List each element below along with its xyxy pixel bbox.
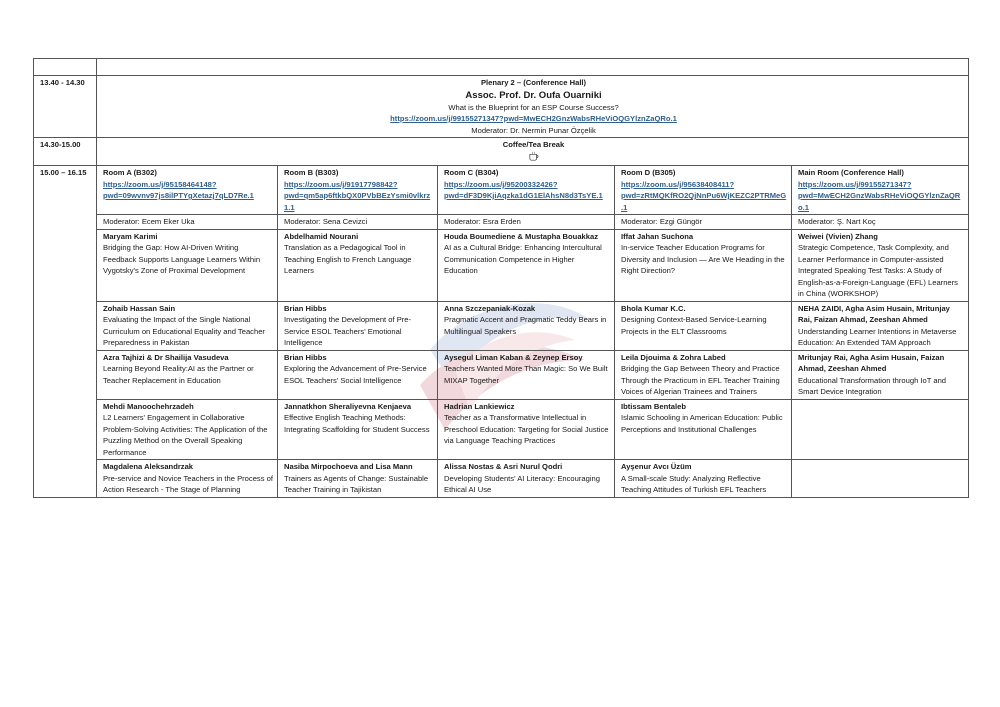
talk-cell — [278, 460, 438, 498]
room-c-zoom-link[interactable]: https://zoom.us/j/95200332426?pwd=dF3D9KjiAqzka1dG1ElAhsN8d3TsYE.1 — [444, 179, 603, 200]
talk-cell — [278, 229, 438, 301]
talk-author: Leila Djouima & Zohra Labed — [621, 352, 726, 362]
plenary-speaker: Assoc. Prof. Dr. Oufa Ouarniki — [465, 89, 602, 101]
room-a-header — [97, 166, 278, 215]
talk-author: Brian Hibbs — [284, 352, 327, 362]
talk-author: Magdalena Aleksandrzak — [103, 462, 194, 471]
talk-row — [34, 301, 969, 350]
main-room-name: Main Room (Conference Hall) — [798, 168, 904, 177]
talk-cell — [438, 350, 615, 399]
room-header-row — [34, 166, 969, 215]
break-time: 14.30-15.00 — [34, 138, 97, 166]
break-row — [34, 138, 969, 166]
talk-author: Abdelhamid Nourani — [284, 231, 359, 241]
talk-title: In-service Teacher Education Programs for Diversity and Inclusion — Are We Heading in the Right Direction? — [621, 243, 785, 275]
moderator-row — [34, 215, 969, 230]
talk-title: Islamic Schooling in American Education: Public Perceptions and Institutional Challenges — [621, 413, 783, 434]
talk-cell — [615, 399, 792, 460]
talk-cell — [792, 301, 969, 350]
talk-cell — [97, 460, 278, 498]
talk-author: Mritunjay Rai, Agha Asim Husain, Faizan Ahmad, Zeeshan Ahmed — [798, 352, 945, 373]
talk-cell — [97, 350, 278, 399]
talk-title: Designing Context-Based Service-Learning Projects in the ELT Classrooms — [621, 315, 767, 336]
room-b-moderator: Moderator: Sena Cevizci — [278, 215, 438, 230]
coffee-cup-icon — [528, 151, 540, 161]
talk-author: Ayşenur Avcı Üzüm — [621, 462, 692, 471]
talk-row — [34, 399, 969, 460]
session-time: 15.00 – 16.15 — [34, 166, 97, 498]
talk-author: NEHA ZAIDI, Agha Asim Husain, Mritunjay Rai, Faizan Ahmad, Zeeshan Ahmed — [798, 303, 950, 324]
room-b-header — [278, 166, 438, 215]
main-room-moderator: Moderator: Ş. Nart Koç — [792, 215, 969, 230]
talk-cell — [792, 229, 969, 301]
talk-author: Houda Boumediene & Mustapha Bouakkaz — [444, 231, 599, 241]
talk-cell — [615, 460, 792, 498]
talk-author: Maryam Karimi — [103, 231, 158, 241]
talk-cell — [792, 350, 969, 399]
plenary-time: 13.40 - 14.30 — [34, 76, 97, 138]
talk-cell — [278, 301, 438, 350]
talk-cell — [615, 229, 792, 301]
talk-cell-empty — [792, 399, 969, 460]
room-c-moderator: Moderator: Esra Erden — [438, 215, 615, 230]
talk-title: Effective English Teaching Methods: Integrating Scaffolding for Student Success — [284, 413, 430, 434]
plenary-moderator: Moderator: Dr. Nermin Punar Özçelik — [471, 125, 596, 135]
talk-author: Azra Tajhizi & Dr Shailija Vasudeva — [103, 352, 229, 362]
talk-cell — [97, 399, 278, 460]
talk-author: Weiwei (Vivien) Zhang — [798, 231, 878, 241]
room-b-zoom-link[interactable]: https://zoom.us/j/91917798842?pwd=qm5ap6ftkbQX0PVbBEzYsmi0vlkrz1.1 — [284, 179, 431, 212]
room-a-name: Room A (B302) — [103, 168, 157, 177]
talk-title: Investigating the Development of Pre-Service ESOL Teachers' Emotional Intelligence — [284, 315, 412, 347]
room-a-zoom-link[interactable]: https://zoom.us/j/95158464148?pwd=09wvnv97js8ilPTYgXetazj7qLD7Re.1 — [103, 179, 254, 200]
room-d-name: Room D (B305) — [621, 168, 676, 177]
main-room-header — [792, 166, 969, 215]
talk-cell — [97, 301, 278, 350]
plenary-cell — [97, 76, 969, 138]
talk-title: Exploring the Advancement of Pre-Service ESOL Teachers' Social Intelligence — [284, 364, 427, 385]
room-c-header — [438, 166, 615, 215]
talk-cell — [438, 399, 615, 460]
talk-author: Jannatkhon Sheraliyevna Kenjaeva — [284, 401, 412, 411]
talk-title: Evaluating the Impact of the Single National Curriculum on Educational Equality and Teacher Preparedness in Pakistan — [103, 315, 265, 347]
room-d-header — [615, 166, 792, 215]
talk-title: Developing Students' AI Literacy: Encouraging Ethical AI Use — [444, 473, 600, 494]
talk-title: Teachers Wanted More Than Magic: So We Built MIXAP Together — [444, 364, 608, 385]
talk-author: Nasiba Mirpochoeva and Lisa Mann — [284, 462, 413, 471]
plenary-row — [34, 76, 969, 138]
break-label: Coffee/Tea Break — [502, 140, 565, 149]
plenary-talk-title: What is the Blueprint for an ESP Course Success? — [448, 102, 619, 112]
talk-title: Translation as a Pedagogical Tool in Teaching English to French Language Learners — [284, 243, 412, 275]
talk-cell — [97, 229, 278, 301]
talk-title: Strategic Competence, Task Complexity, and Learner Performance in Computer-assisted Integrated Speaking Test Tasks: A Study of English-as-a-Foreign-Language (EFL) Learners in China (WORKSHOP) — [798, 243, 958, 298]
talk-author: Brian Hibbs — [284, 303, 327, 313]
talk-title: Trainers as Agents of Change: Sustainable Teacher Training in Tajikistan — [284, 473, 429, 494]
talk-title: AI as a Cultural Bridge: Enhancing Intercultural Communication Competence in Higher Education — [444, 243, 602, 275]
talk-cell — [278, 399, 438, 460]
room-b-name: Room B (B303) — [284, 168, 339, 177]
talk-author: Alissa Nostas & Asri Nurul Qodri — [444, 462, 563, 471]
talk-cell — [615, 350, 792, 399]
talk-row — [34, 460, 969, 498]
talk-author: Aysegul Liman Kaban & Zeynep Ersoy — [444, 352, 583, 362]
talk-author: Anna Szczepaniak-Kozak — [444, 303, 536, 313]
talk-author: Zohaib Hassan Sain — [103, 303, 176, 313]
talk-author: Mehdi Manoochehrzadeh — [103, 401, 194, 411]
talk-author: Ibtissam Bentaleb — [621, 401, 686, 411]
talk-cell-empty — [792, 460, 969, 498]
talk-title: A Small-scale Study: Analyzing Reflective Teaching Attitudes of Turkish EFL Teachers — [621, 473, 767, 494]
plenary-zoom-link[interactable]: https://zoom.us/j/99155271347?pwd=MwECH2GnzWabsRHeViOQGYlznZaQRo.1 — [390, 114, 677, 123]
talk-cell — [438, 229, 615, 301]
talk-row — [34, 350, 969, 399]
talk-author: Iffat Jahan Suchona — [621, 231, 694, 241]
talk-title: Learning Beyond Reality:AI as the Partner or Teacher Replacement in Education — [103, 364, 254, 385]
room-d-moderator: Moderator: Ezgi Güngör — [615, 215, 792, 230]
room-a-moderator: Moderator: Ecem Eker Uka — [97, 215, 278, 230]
talk-row — [34, 229, 969, 301]
talk-title: Bridging the Gap Between Theory and Practice Through the Practicum in EFL Teacher Training Voices of Algerian Trainees and Trainers — [621, 364, 780, 396]
talk-cell — [278, 350, 438, 399]
main-room-zoom-link[interactable]: https://zoom.us/j/99155271347?pwd=MwECH2GnzWabsRHeViOQGYlznZaQRo.1 — [798, 179, 961, 212]
room-d-zoom-link[interactable]: https://zoom.us/j/95638408411?pwd=zRtMQKfRO2QjNnPu6WjKEZC2PTRMeG.1 — [621, 179, 787, 212]
schedule-table — [33, 58, 969, 498]
talk-cell — [615, 301, 792, 350]
talk-title: L2 Learners' Engagement in Collaborative Problem-Solving Activities: The Application of the Puzzling Method on the Overall Speaking Performance — [103, 413, 268, 457]
break-cell — [97, 138, 969, 166]
plenary-title: Plenary 2 – (Conference Hall) — [480, 78, 587, 87]
talk-author: Bhola Kumar K.C. — [621, 303, 686, 313]
talk-author: Hadrian Lankiewicz — [444, 401, 515, 411]
talk-title: Understanding Learner Intentions in Metaverse Education: An Extended TAM Approach — [798, 326, 957, 347]
talk-title: Pre-service and Novice Teachers in the Process of Action Research - The Stage of Planning — [103, 473, 273, 494]
talk-title: Pragmatic Accent and Pragmatic Teddy Bears in Multilingual Speakers — [444, 315, 607, 336]
room-c-name: Room C (B304) — [444, 168, 499, 177]
talk-title: Teacher as a Transformative Intellectual in Preschool Education: Targeting for Social Justice via Language Teaching Practices — [444, 413, 609, 445]
talk-title: Educational Transformation through IoT and Smart Device Integration — [798, 375, 947, 396]
talk-cell — [438, 301, 615, 350]
talk-title: Bridging the Gap: How AI-Driven Writing Feedback Supports Language Learners Within Vygotsky's Zone of Proximal Development — [103, 243, 261, 275]
talk-cell — [438, 460, 615, 498]
table-header-blank-row — [34, 59, 969, 76]
